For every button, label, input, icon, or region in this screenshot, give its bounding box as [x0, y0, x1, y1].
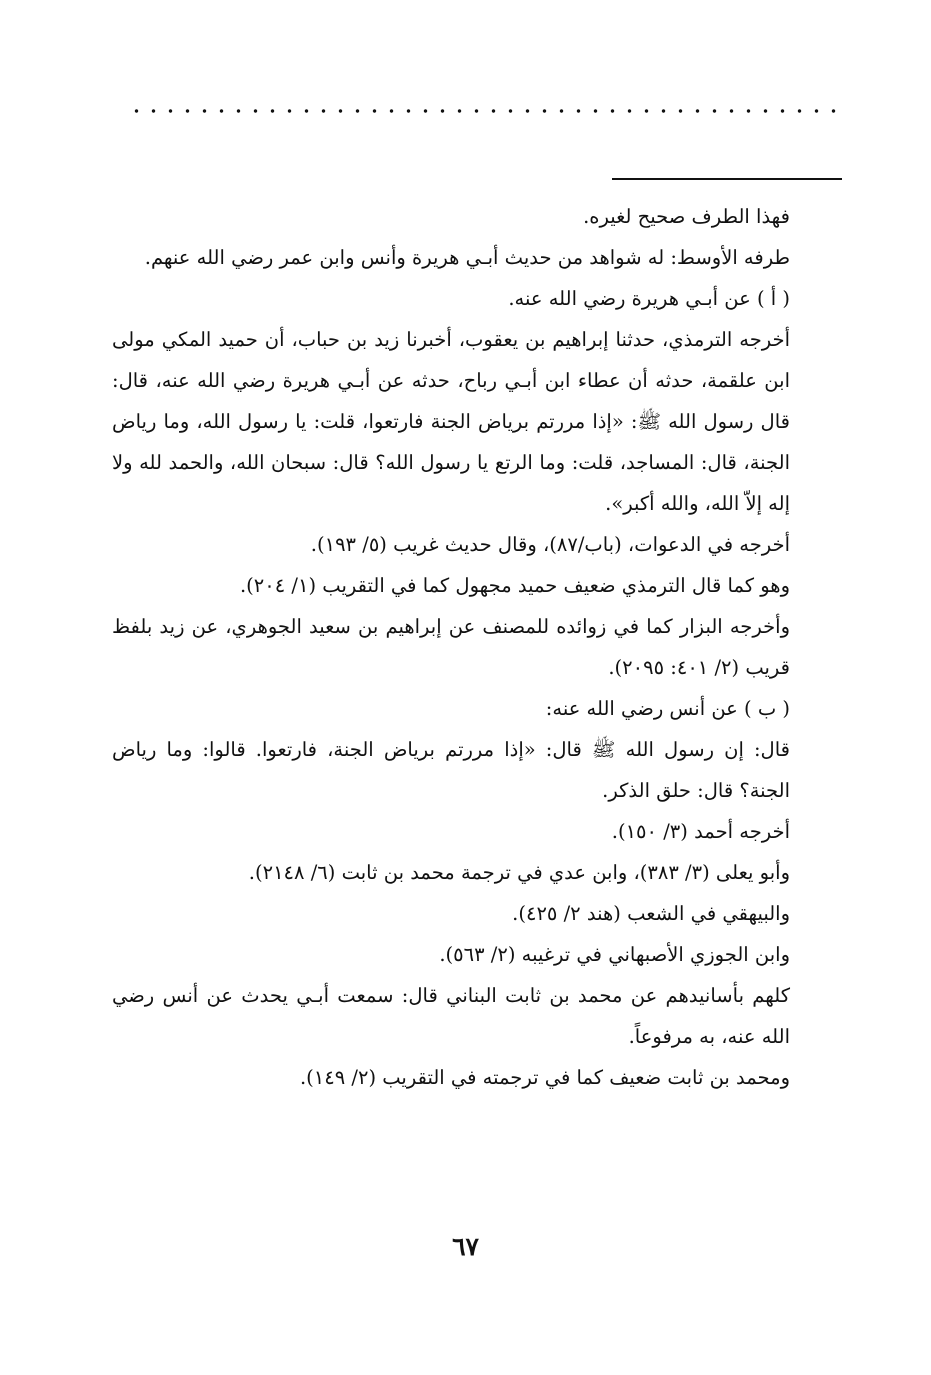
paragraph-5: أخرجه في الدعوات، (باب/٨٧)، وقال حديث غريب (٥/ ١٩٣).: [310, 533, 790, 556]
paragraph-11: وأبو يعلى (٣/ ٣٨٣)، وابن عدي في ترجمة محمد بن ثابت (٦/ ٢١٤٨).: [248, 861, 790, 884]
paragraph-6: وهو كما قال الترمذي ضعيف حميد مجهول كما في التقريب (١/ ٢٠٤).: [239, 574, 790, 597]
paragraph-12: والبيهقي في الشعب (هند ٢/ ٤٢٥).: [512, 902, 790, 925]
page-body: [112, 196, 844, 1098]
page-number: ٦٧: [452, 1232, 479, 1261]
paragraph-9: قال: إن رسول الله ﷺ قال: «إذا مررتم برياض الجنة، فارتعوا. قالوا: وما رياض الجنة؟ قال: حلق الذكر.: [112, 738, 790, 802]
paragraph-13: وابن الجوزي الأصبهاني في ترغيبه (٢/ ٥٦٣).: [439, 943, 790, 966]
paragraph-14: كلهم بأسانيدهم عن محمد بن ثابت البناني قال: سمعت أبـي يحدث عن أنس رضي الله عنه، به مرفوعاً.: [112, 984, 790, 1048]
paragraph-2: طرفه الأوسط: له شواهد من حديث أبـي هريرة وأنس وابن عمر رضي الله عنهم.: [144, 246, 790, 269]
paragraph-1: فهذا الطرف صحيح لغيره.: [583, 205, 790, 228]
paragraph-15: ومحمد بن ثابت ضعيف كما في ترجمته في التقريب (٢/ ١٤٩).: [299, 1066, 790, 1089]
paragraph-4: أخرجه الترمذي، حدثنا إبراهيم بن يعقوب، أخبرنا زيد بن حباب، أن حميد المكي مولى ابن علقمة، حدثه أن عطاء ابن أبـي رباح، حدثه عن أبـي هريرة رضي الله عنه، قال: قال رسول الله ﷺ: «إذا مررتم برياض الجنة فارتعوا، قلت: يا رسول الله، وما رياض الجنة، قال: المساجد، قلت: وما الرتع يا رسول الله؟ قال: سبحان الله، والحمد لله ولا إله إلاّ الله، والله أكبر».: [112, 328, 790, 515]
dotted-separator: [128, 108, 842, 114]
paragraph-8: ( ب ) عن أنس رضي الله عنه:: [545, 697, 790, 720]
footnote-rule: [612, 178, 842, 180]
paragraph-10: أخرجه أحمد (٣/ ١٥٠).: [611, 820, 790, 843]
paragraph-7: وأخرجه البزار كما في زوائده للمصنف عن إبراهيم بن سعيد الجوهري، عن زيد بلفظ قريب (٢/ ٤٠١: ٢٠٩٥).: [112, 615, 790, 679]
paragraph-3: ( أ ) عن أبـي هريرة رضي الله عنه.: [508, 287, 790, 310]
